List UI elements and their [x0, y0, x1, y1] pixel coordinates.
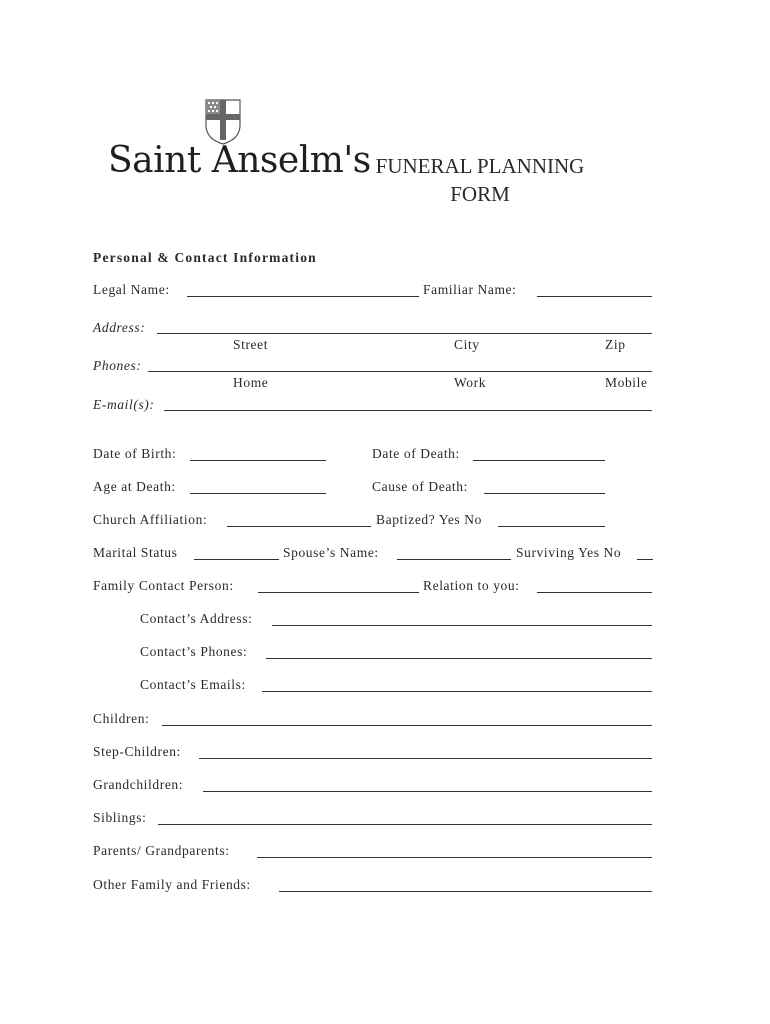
emails-label: E-mail(s): [93, 397, 155, 412]
relation-label: Relation to you: [423, 578, 520, 593]
episcopal-shield-icon [205, 99, 241, 145]
age-at-death-label: Age at Death: [93, 479, 176, 494]
address-input[interactable] [157, 333, 652, 334]
address-street-label: Street [233, 337, 269, 352]
step-children-label: Step-Children: [93, 744, 181, 759]
cause-of-death-input[interactable] [484, 493, 605, 494]
date-of-death-input[interactable] [473, 460, 605, 461]
baptized-input[interactable] [498, 526, 605, 527]
relation-input[interactable] [537, 592, 652, 593]
family-contact-input[interactable] [258, 592, 419, 593]
step-children-input[interactable] [199, 758, 652, 759]
familiar-name-label: Familiar Name: [423, 282, 517, 297]
phones-label: Phones: [93, 358, 142, 373]
grandchildren-label: Grandchildren: [93, 777, 184, 792]
form-title-line2: FORM [450, 182, 510, 206]
church-affiliation-label: Church Affiliation: [93, 512, 208, 527]
marital-status-label: Marital Status [93, 545, 178, 560]
marital-status-input[interactable] [194, 559, 279, 560]
phones-work-label: Work [454, 375, 487, 390]
church-affiliation-input[interactable] [227, 526, 371, 527]
phones-input[interactable] [148, 371, 652, 372]
legal-name-input[interactable] [187, 296, 419, 297]
other-family-input[interactable] [279, 891, 652, 892]
address-city-label: City [454, 337, 480, 352]
org-name: Saint Anselm's [108, 140, 371, 181]
spouse-name-input[interactable] [397, 559, 511, 560]
contact-phones-input[interactable] [266, 658, 652, 659]
surviving-input[interactable] [637, 559, 653, 560]
parents-label: Parents/ Grandparents: [93, 843, 230, 858]
familiar-name-input[interactable] [537, 296, 652, 297]
address-label: Address: [93, 320, 146, 335]
date-of-birth-input[interactable] [190, 460, 326, 461]
children-label: Children: [93, 711, 150, 726]
legal-name-label: Legal Name: [93, 282, 170, 297]
contact-address-input[interactable] [272, 625, 652, 626]
contact-emails-input[interactable] [262, 691, 652, 692]
section-title: Personal & Contact Information [93, 250, 317, 265]
grandchildren-input[interactable] [203, 791, 652, 792]
contact-phones-label: Contact’s Phones: [140, 644, 248, 659]
emails-input[interactable] [164, 410, 652, 411]
date-of-death-label: Date of Death: [372, 446, 460, 461]
siblings-input[interactable] [158, 824, 652, 825]
form-title [340, 152, 620, 208]
contact-emails-label: Contact’s Emails: [140, 677, 246, 692]
surviving-label: Surviving Yes No [516, 545, 622, 560]
cause-of-death-label: Cause of Death: [372, 479, 468, 494]
baptized-label: Baptized? Yes No [376, 512, 482, 527]
age-at-death-input[interactable] [190, 493, 326, 494]
phones-mobile-label: Mobile [605, 375, 648, 390]
contact-address-label: Contact’s Address: [140, 611, 253, 626]
form-title-line1: FUNERAL PLANNING [375, 154, 585, 178]
date-of-birth-label: Date of Birth: [93, 446, 177, 461]
spouse-name-label: Spouse’s Name: [283, 545, 379, 560]
children-input[interactable] [162, 725, 652, 726]
siblings-label: Siblings: [93, 810, 147, 825]
family-contact-label: Family Contact Person: [93, 578, 234, 593]
address-zip-label: Zip [605, 337, 626, 352]
other-family-label: Other Family and Friends: [93, 877, 251, 892]
parents-input[interactable] [257, 857, 652, 858]
phones-home-label: Home [233, 375, 269, 390]
